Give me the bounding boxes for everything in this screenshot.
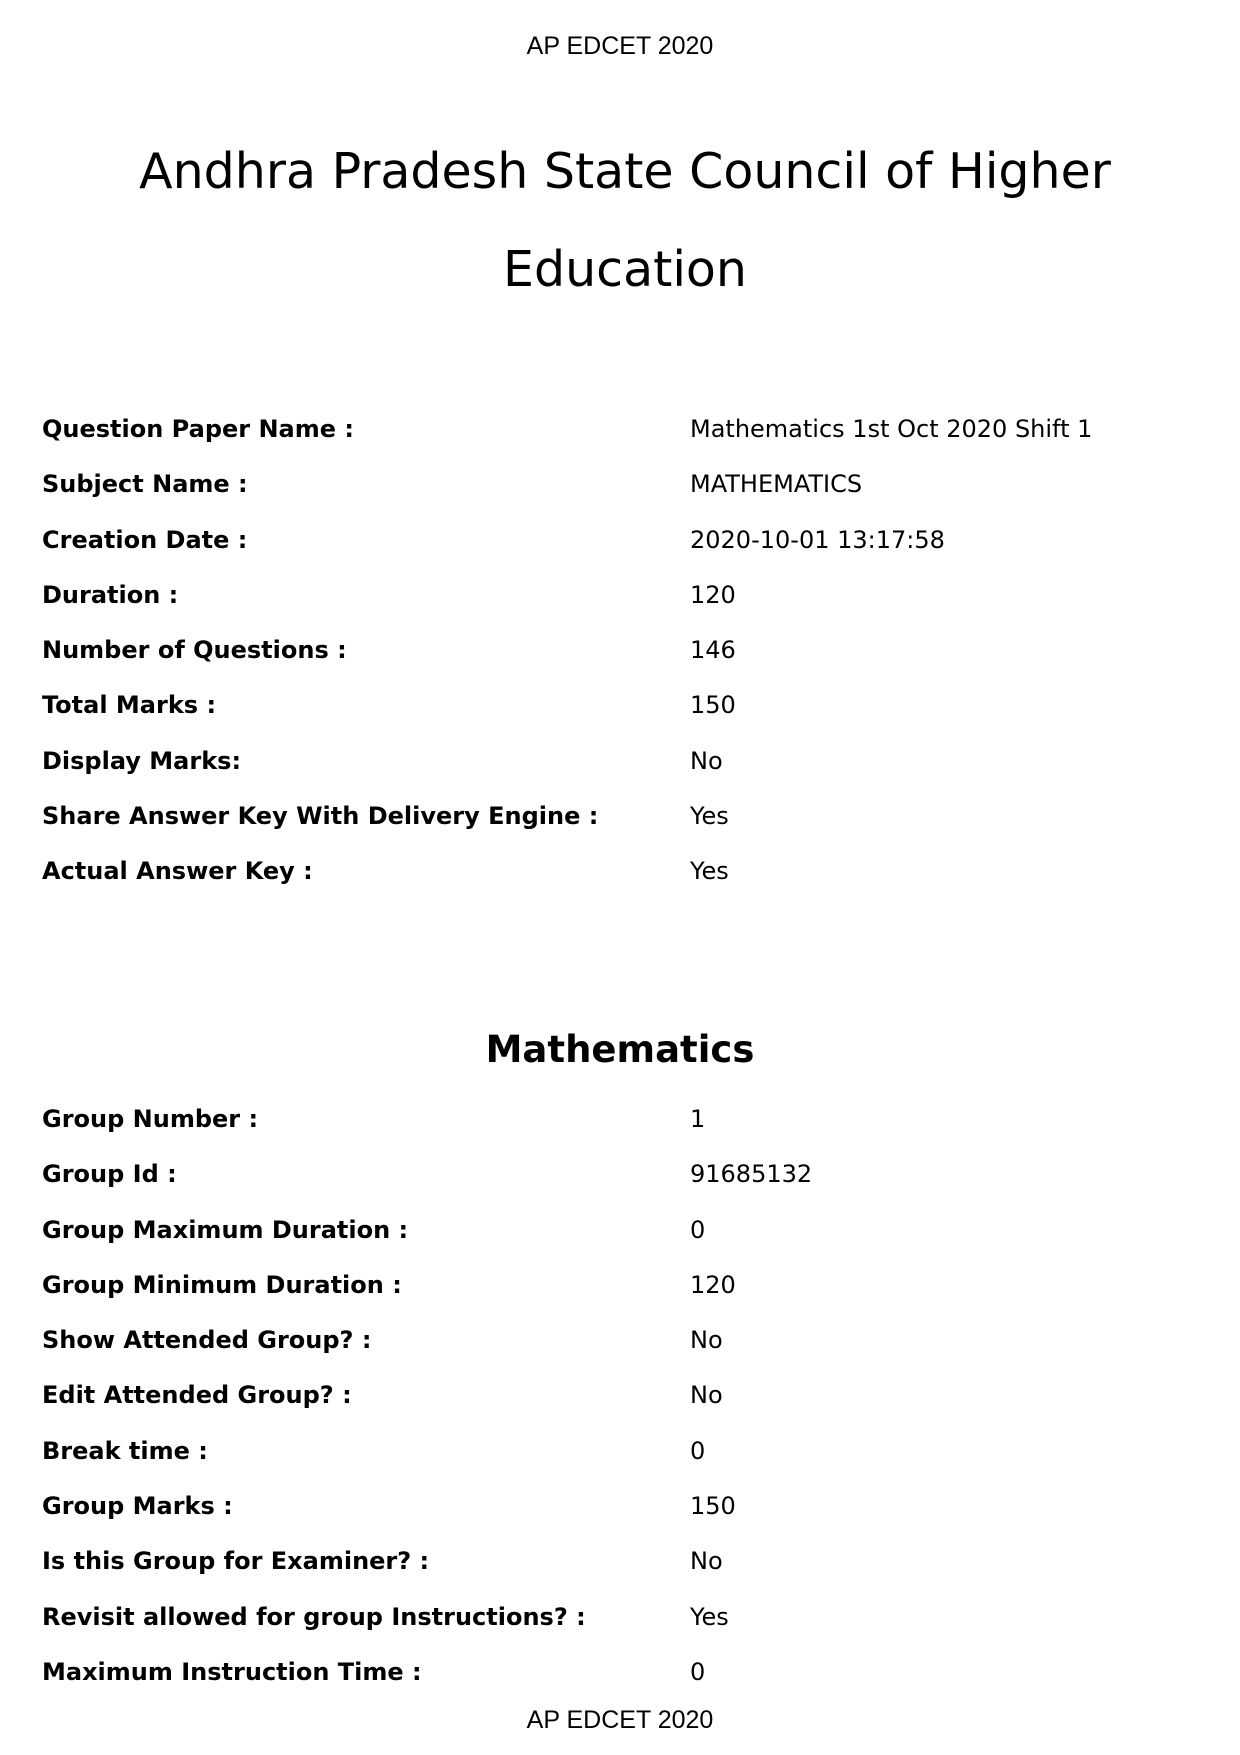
group-row bbox=[42, 1436, 1202, 1491]
info-row bbox=[42, 746, 1202, 801]
info-label: Creation Date : bbox=[42, 525, 248, 554]
group-label: Group Number : bbox=[42, 1105, 259, 1133]
info-value: MATHEMATICS bbox=[690, 470, 863, 499]
group-value: 150 bbox=[690, 1492, 736, 1521]
info-label: Duration : bbox=[42, 580, 179, 609]
group-label: Group Id : bbox=[42, 1160, 177, 1189]
group-label: Show Attended Group? : bbox=[42, 1326, 372, 1355]
info-row bbox=[42, 580, 1202, 635]
info-row bbox=[42, 414, 1202, 469]
page-footer: AP EDCET 2020 bbox=[526, 1706, 714, 1734]
info-label: Number of Questions : bbox=[42, 636, 347, 665]
group-info-table bbox=[42, 1104, 1202, 1712]
info-row bbox=[42, 469, 1202, 524]
group-value: 120 bbox=[690, 1270, 736, 1299]
info-value: Mathematics 1st Oct 2020 Shift 1 bbox=[690, 415, 1093, 443]
info-row bbox=[42, 690, 1202, 745]
info-label: Actual Answer Key : bbox=[42, 857, 313, 886]
group-value: 0 bbox=[690, 1657, 706, 1686]
group-value: Yes bbox=[690, 1602, 729, 1631]
group-label: Group Minimum Duration : bbox=[42, 1270, 402, 1299]
group-label: Revisit allowed for group Instructions? : bbox=[42, 1602, 586, 1631]
info-row bbox=[42, 635, 1202, 690]
info-label: Share Answer Key With Delivery Engine : bbox=[42, 802, 599, 831]
group-value: No bbox=[690, 1381, 723, 1410]
section-heading: Mathematics bbox=[485, 1028, 755, 1071]
group-value: No bbox=[690, 1547, 723, 1576]
page-header: AP EDCET 2020 bbox=[526, 32, 714, 60]
info-value: 2020-10-01 13:17:58 bbox=[690, 525, 945, 554]
group-row bbox=[42, 1215, 1202, 1270]
group-row bbox=[42, 1325, 1202, 1380]
info-value: No bbox=[690, 746, 723, 775]
info-value: Yes bbox=[690, 857, 729, 886]
group-value: 0 bbox=[690, 1215, 706, 1244]
group-row bbox=[42, 1159, 1202, 1214]
info-value: 146 bbox=[690, 636, 736, 665]
group-row bbox=[42, 1270, 1202, 1325]
group-value: 91685132 bbox=[690, 1160, 813, 1189]
info-label: Display Marks: bbox=[42, 746, 242, 775]
group-row bbox=[42, 1546, 1202, 1601]
group-label: Is this Group for Examiner? : bbox=[42, 1547, 430, 1576]
group-label: Maximum Instruction Time : bbox=[42, 1657, 422, 1686]
info-label: Total Marks : bbox=[42, 691, 217, 720]
group-value: No bbox=[690, 1326, 723, 1355]
paper-info-table bbox=[42, 414, 1202, 912]
info-label: Question Paper Name : bbox=[42, 415, 354, 443]
group-value: 0 bbox=[690, 1436, 706, 1465]
group-label: Break time : bbox=[42, 1436, 208, 1465]
document-title: Andhra Pradesh State Council of Higher Education bbox=[139, 142, 1111, 298]
info-row bbox=[42, 856, 1202, 911]
group-row bbox=[42, 1657, 1202, 1712]
group-label: Group Maximum Duration : bbox=[42, 1215, 409, 1244]
group-row bbox=[42, 1602, 1202, 1657]
info-row bbox=[42, 801, 1202, 856]
info-value: 120 bbox=[690, 580, 736, 609]
group-label: Group Marks : bbox=[42, 1492, 233, 1521]
group-value: 1 bbox=[690, 1105, 706, 1133]
group-label: Edit Attended Group? : bbox=[42, 1381, 352, 1410]
group-row bbox=[42, 1104, 1202, 1159]
info-value: Yes bbox=[690, 802, 729, 831]
group-row bbox=[42, 1380, 1202, 1435]
info-row bbox=[42, 525, 1202, 580]
info-value: 150 bbox=[690, 691, 736, 720]
group-row bbox=[42, 1491, 1202, 1546]
info-label: Subject Name : bbox=[42, 470, 248, 499]
